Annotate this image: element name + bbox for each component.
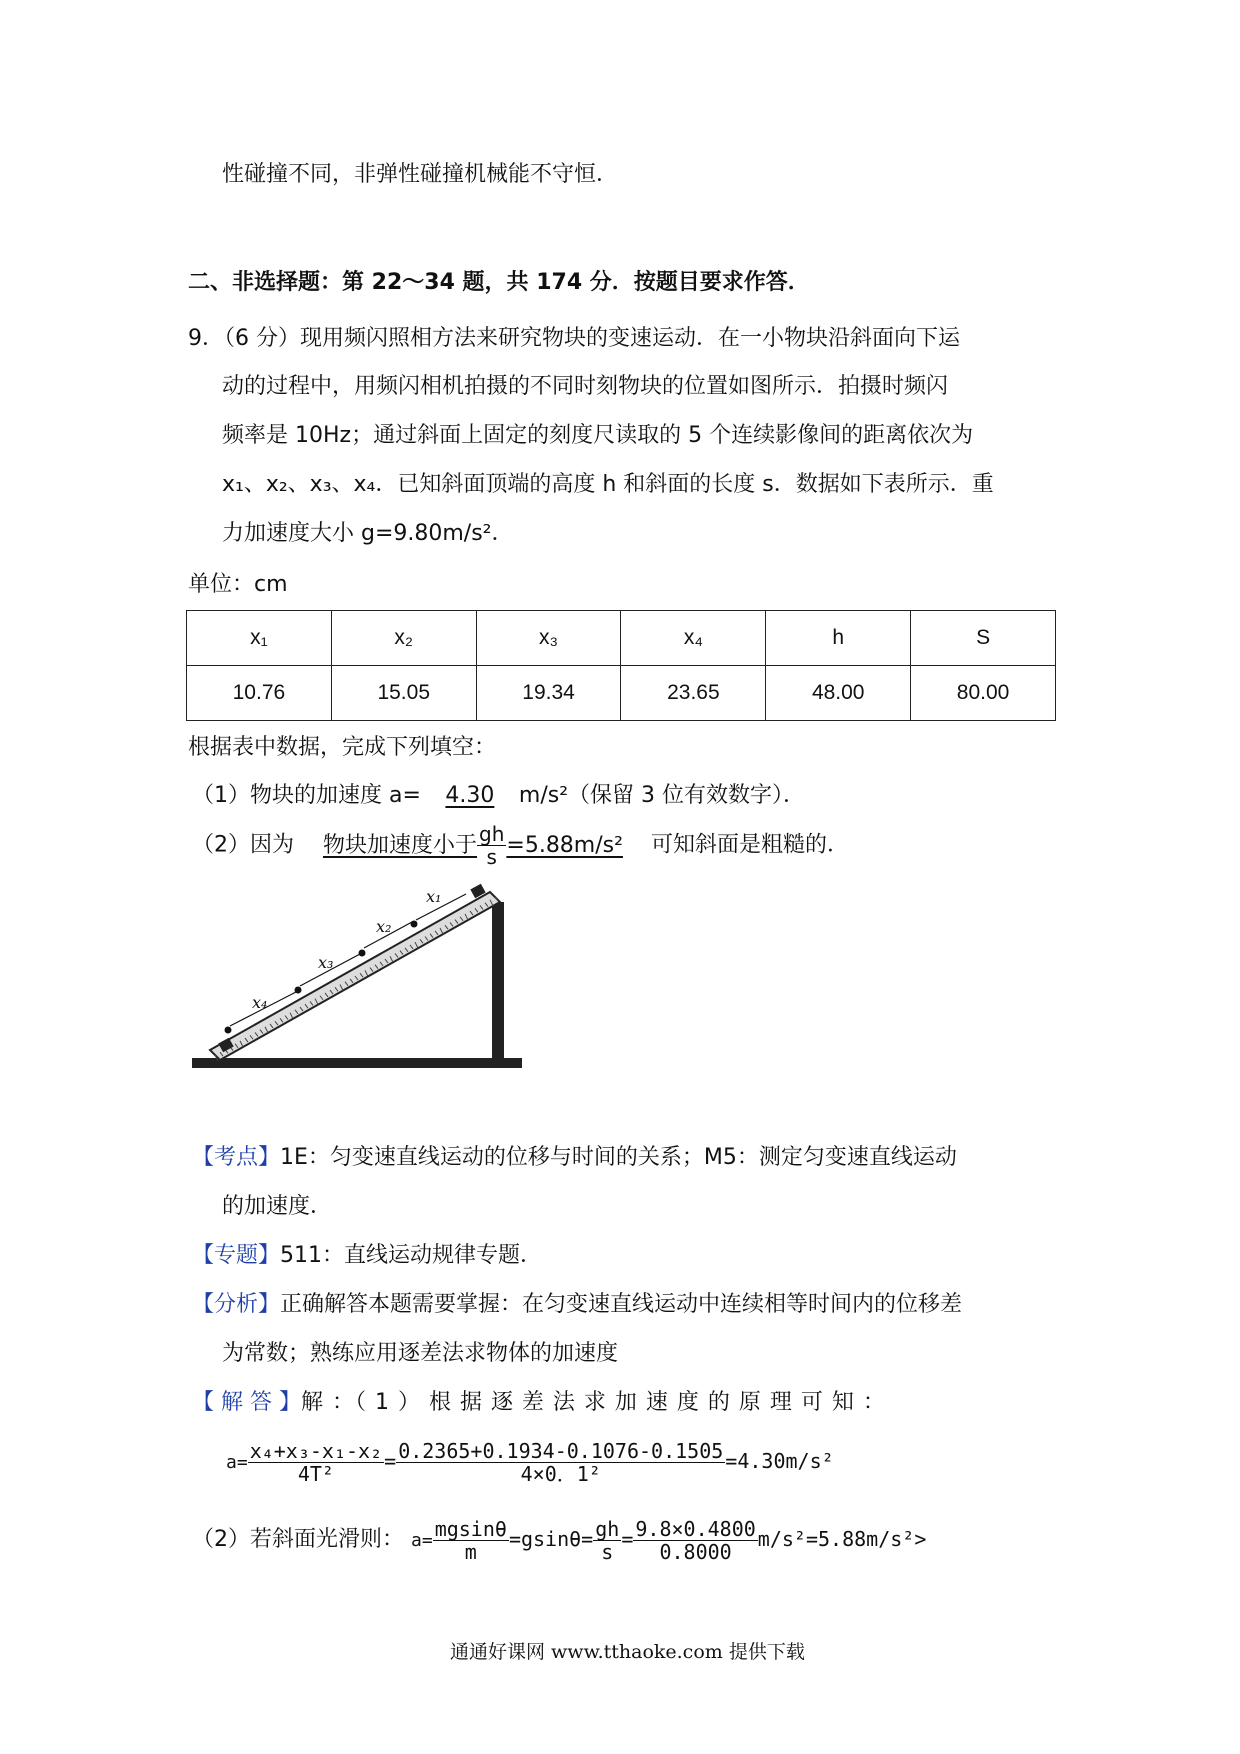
kaodian-line-2: 的加速度． <box>222 1194 333 1219</box>
label-x4: x₄ <box>252 993 268 1012</box>
fill-part-2-fraction <box>477 823 506 868</box>
formula-2-result: m/s²=5.88m/s²> <box>757 1527 927 1551</box>
formula-2-prefix: （2）若斜面光滑则： <box>192 1527 404 1552</box>
table-value-cell: 19.34 <box>476 666 621 721</box>
formula-2-frac-1 <box>433 1518 509 1563</box>
table-value-cell: 48.00 <box>766 666 911 721</box>
fill-part-2-answer-a: 物块加速度小于 <box>323 832 478 858</box>
unit-label: 单位：cm <box>188 572 288 597</box>
label-x1: x₁ <box>426 887 442 906</box>
fraction-numerator: gh <box>479 822 505 846</box>
formula-1-lhs: a= <box>226 1452 248 1473</box>
fraction-numerator: mgsinθ <box>434 1517 507 1541</box>
table-value-cell: 10.76 <box>187 666 332 721</box>
jieda-tag: 【 解 答 】 <box>192 1390 301 1415</box>
data-table <box>186 610 1056 721</box>
fraction-denominator: s <box>601 1540 614 1564</box>
fraction-denominator: 4×0．1² <box>520 1462 601 1486</box>
fraction-numerator: 0.2365+0.1934-0.1076-0.1505 <box>398 1439 724 1463</box>
fenxi-line <box>192 1290 962 1320</box>
formula-2: （2）若斜面光滑则： a= $\frac{mgsin\theta}{m}$ =gsinθ= $\frac{gh}{s}$ = $\frac{9.8\times 0.4800}{0.8000}$ m/s²=5.88m/s²> <box>192 1517 927 1564</box>
kaodian-line <box>192 1143 957 1173</box>
ground-base <box>192 1058 522 1068</box>
support-post <box>492 902 504 1060</box>
table-header-cell: x₃ <box>476 611 621 666</box>
fill-part-2-suffix: 可知斜面是粗糙的． <box>650 832 849 858</box>
question-9-line-4: x₁、x₂、x₃、x₄．已知斜面顶端的高度 h 和斜面的长度 s．数据如下表所示．重 <box>222 472 994 497</box>
table-header-cell: x₄ <box>621 611 766 666</box>
fraction-denominator: s <box>486 845 497 869</box>
fill-part-1-prefix: （1）物块的加速度 a= <box>192 783 421 808</box>
table-value-cell: 80.00 <box>911 666 1056 721</box>
section-heading: 二、非选择题：第 22～34 题，共 174 分．按题目要求作答． <box>188 270 810 295</box>
label-x3: x₃ <box>318 953 334 972</box>
formula-2-frac-3 <box>633 1518 757 1563</box>
table-header-row <box>187 611 1056 666</box>
table-header-cell: S <box>911 611 1056 666</box>
fill-part-1-suffix: m/s²（保留 3 位有效数字）． <box>518 783 806 808</box>
formula-2-lhs: a= <box>411 1530 433 1551</box>
fenxi-line-2: 为常数；熟练应用逐差法求物体的加速度 <box>222 1341 619 1366</box>
fill-part-1-answer: 4.30 <box>445 783 495 808</box>
formula-1-frac-1 <box>248 1440 384 1485</box>
table-value-cell: 15.05 <box>331 666 476 721</box>
table-header-cell: x₂ <box>331 611 476 666</box>
question-9-line-1: 9．（6 分）现用频闪照相方法来研究物块的变速运动．在一小物块沿斜面向下运 <box>188 326 960 351</box>
fill-part-2 <box>192 823 849 881</box>
zhuanti-tag: 【专题】 <box>192 1243 281 1268</box>
fraction-denominator: m <box>464 1540 477 1564</box>
jieda-text: 解 ：（ 1 ） 根 据 逐 差 法 求 加 速 度 的 原 理 可 知 ： <box>300 1390 886 1415</box>
formula-1: a= $\frac{\text{x₄+x₃-x₁-x₂}}{\text{4T²}}$ = $\frac{0.2365+0.1934-0.1076-0.1505}{\text{4×0．1²}}$ =4.30m/s² <box>226 1439 834 1486</box>
fenxi-tag: 【分析】 <box>192 1292 281 1317</box>
fill-intro: 根据表中数据，完成下列填空： <box>188 735 497 760</box>
formula-1-frac-2 <box>396 1440 725 1485</box>
formula-2-frac-2 <box>593 1518 621 1563</box>
question-9-line-5: 力加速度大小 g=9.80m/s²． <box>222 521 514 546</box>
kaodian-text: 1E：匀变速直线运动的位移与时间的关系；M5：测定匀变速直线运动 <box>280 1145 957 1170</box>
fraction-numerator: gh <box>595 1517 620 1541</box>
fill-part-2-answer-b: =5.88m/s² <box>506 832 623 858</box>
jieda-line <box>192 1388 886 1418</box>
question-9-line-2: 动的过程中，用频闪相机拍摄的不同时刻物块的位置如图所示．拍摄时频闪 <box>222 374 949 399</box>
table-value-row <box>187 666 1056 721</box>
formula-1-result: =4.30m/s² <box>725 1449 834 1473</box>
zhuanti-line <box>192 1241 542 1271</box>
table-header-cell: h <box>766 611 911 666</box>
fill-part-2-prefix: （2）因为 <box>192 832 294 858</box>
fill-part-1 <box>192 781 805 811</box>
fraction-denominator: 0.8000 <box>659 1540 732 1564</box>
label-x2: x₂ <box>376 917 392 936</box>
table-value-cell: 23.65 <box>621 666 766 721</box>
image-markers <box>225 921 418 1034</box>
question-9-line-3: 频率是 10Hz；通过斜面上固定的刻度尺读取的 5 个连续影像间的距离依次为 <box>222 423 974 448</box>
page-footer: 通通好课网 www.tthaoke.com 提供下载 <box>450 1641 805 1663</box>
incline-diagram <box>190 880 540 1080</box>
fraction-denominator: 4T² <box>297 1462 334 1486</box>
paragraph-continuation: 性碰撞不同，非弹性碰撞机械能不守恒． <box>222 162 619 187</box>
fraction-numerator: 9.8×0.4800 <box>635 1517 756 1541</box>
fenxi-text: 正确解答本题需要掌握：在匀变速直线运动中连续相等时间内的位移差 <box>280 1292 963 1317</box>
zhuanti-text: 511：直线运动规律专题． <box>280 1243 543 1268</box>
kaodian-tag: 【考点】 <box>192 1145 281 1170</box>
formula-2-mid: =gsinθ= <box>508 1527 594 1551</box>
fraction-numerator: x₄+x₃-x₁-x₂ <box>249 1439 383 1463</box>
table-header-cell: x₁ <box>187 611 332 666</box>
